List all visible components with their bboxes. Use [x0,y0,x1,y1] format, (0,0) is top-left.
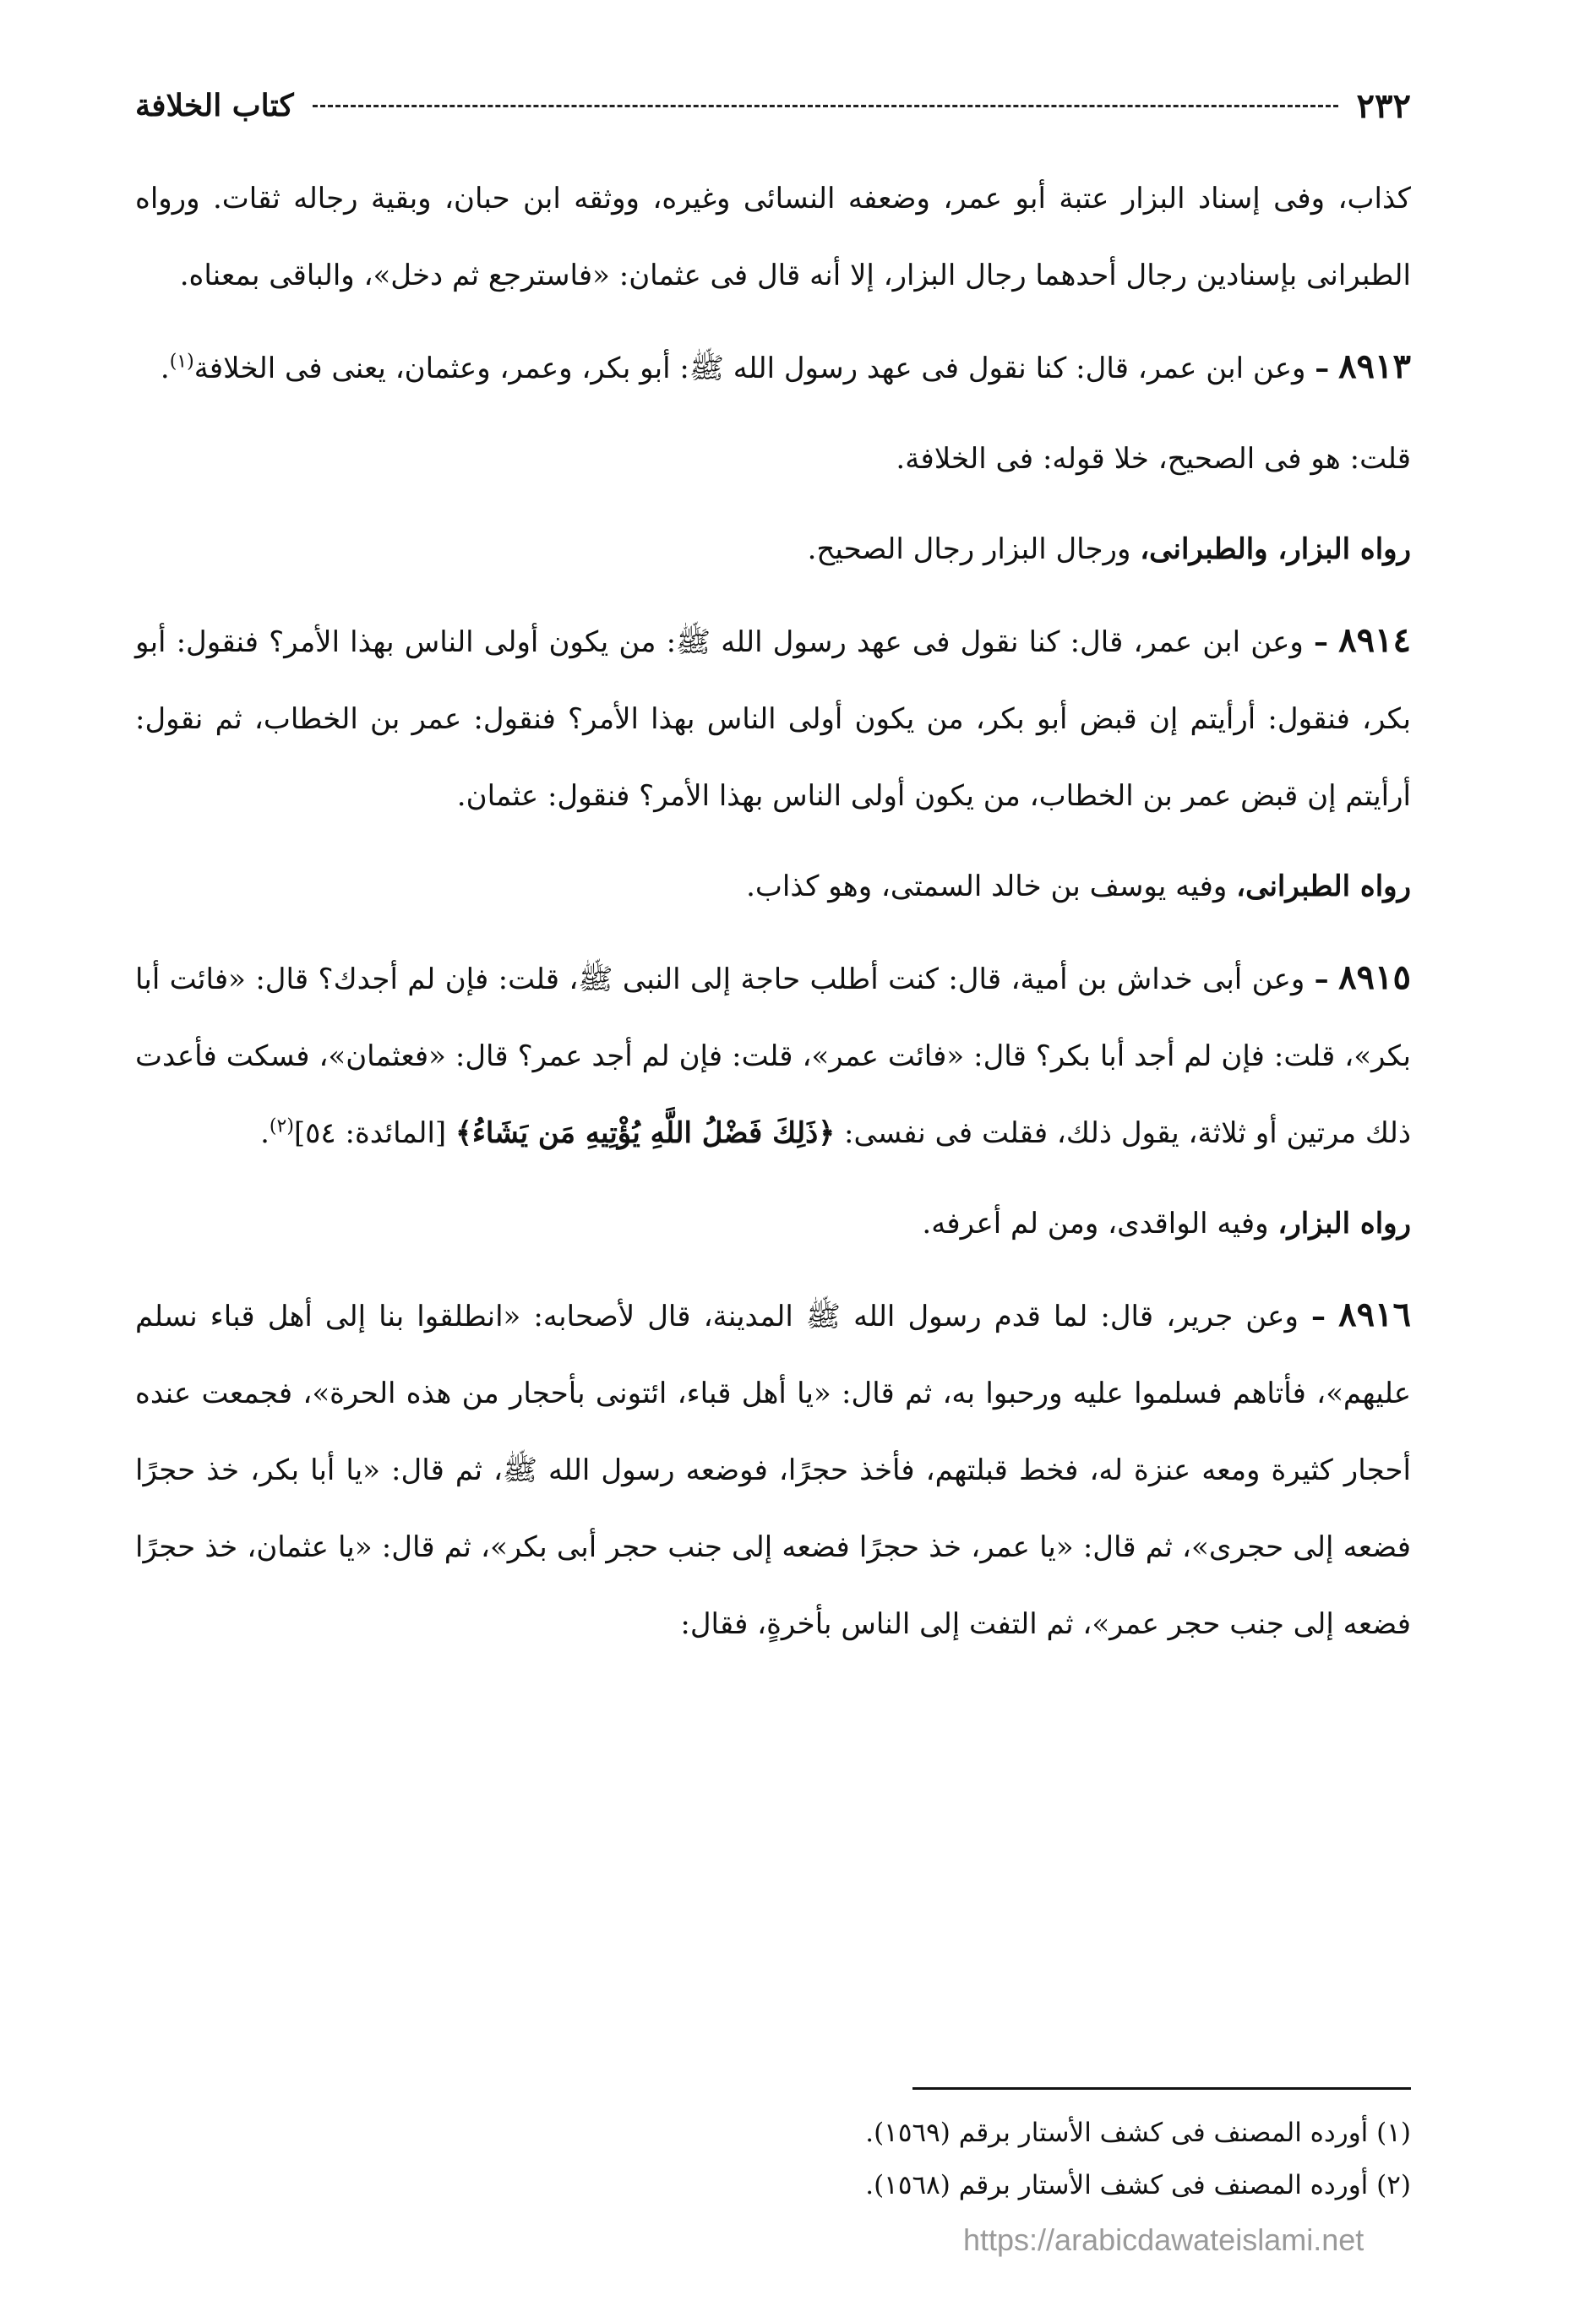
hadith-text: وعن جرير، قال: لما قدم رسول الله ﷺ المدينة، قال لأصحابه: «انطلقوا بنا إلى أهل قباء نسلم عليهم»، فأتاهم فسلموا عليه ورحبوا به، ثم قال: «يا أهل قباء، ائتونى بأحجار من هذه الحرة»، فجمعت عنده أحجار كثيرة ومعه عنزة له، فخط قبلتهم، فأخذ حجرًا، فوضعه رسول الله ﷺ، ثم قال: «يا أبا بكر، خذ حجرًا فضعه إلى حجرى»، ثم قال: «يا عمر، خذ حجرًا فضعه إلى جنب حجر أبى بكر»، ثم قال: «يا عثمان، خذ حجرًا فضعه إلى جنب حجر عمر»، ثم التفت إلى الناس بأخرةٍ، فقال: [135,1300,1411,1641]
book-title: كتاب الخلافة [135,88,294,123]
book-page [135,76,1411,2273]
page-number: ٢٣٢ [1356,85,1411,126]
hadith-dash: – [1315,352,1330,385]
page-body [135,161,1411,1677]
hadith-number: ٨٩١٦ [1338,1295,1412,1334]
hadith-text: وعن ابن عمر، قال: كنا نقول فى عهد رسول الله ﷺ: أبو بكر، وعمر، وعثمان، يعنى فى الخلافة [193,352,1306,385]
qult-text: قلت: هو فى الصحيح، خلا قوله: فى الخلافة. [896,442,1411,476]
hadith-8915: ٨٩١٥ – وعن أبى خداش بن أمية، قال: كنت أطلب حاجة إلى النبى ﷺ، قلت: فإن لم أجدك؟ قال: «فائت أبا بكر»، قلت: فإن لم أجد أبا بكر؟ قال: «فائت عمر»، قلت: فإن لم أجد عمر؟ قال: «فعثمان»، فسكت فأعدت ذلك مرتين أو ثلاثة، يقول ذلك، فقلت فى نفسى: ﴿ذَلِكَ فَضْلُ اللَّهِ يُؤْتِيهِ مَن يَشَاءُ﴾ [المائدة: ٥٤]$^{(٢)}$. [135,957,1411,1150]
source-bold: رواه البزار، والطبرانى، [1140,532,1411,566]
hadith-8914 [135,602,1411,835]
paragraph-text: كذاب، وفى إسناد البزار عتبة أبو عمر، وضعفه النسائى وغيره، ووثقه ابن حبان، وبقية رجاله ثقات. ورواه الطبرانى بإسنادين رجال أحدهما رجال البزار، إلا أنه قال فى عثمان: «فاسترجع ثم دخل»، والباقى بمعناه. [135,182,1411,292]
watermark-url: https://arabicdawateislami.net [963,2222,1364,2257]
page-header [135,76,1411,135]
source-note [135,511,1411,588]
hadith-number: ٨٩١٥ [1338,957,1411,997]
source-rest: وفيه الواقدى، ومن لم أعرفه. [922,1207,1269,1241]
hadith-8913: ٨٩١٣ – وعن ابن عمر، قال: كنا نقول فى عهد رسول الله ﷺ: أبو بكر، وعمر، وعثمان، يعنى فى الخلافة$^{(١)}$. [160,346,1411,386]
hadith-dash: – [1313,625,1328,659]
footnote-1: (١) أورده المصنف فى كشف الأستار برقم (١٥٦٩). [865,2118,1411,2148]
paragraph-continuation [135,161,1411,314]
source-note [135,1186,1411,1262]
source-rest: ورجال البزار رجال الصحيح. [807,532,1131,566]
quran-reference: [المائدة: ٥٤] [293,1116,447,1150]
footnote-rule [912,2087,1411,2090]
hadith-dash: – [1314,962,1329,996]
hadith-text: وعن ابن عمر، قال: كنا نقول فى عهد رسول الله ﷺ: من يكون أولى الناس بهذا الأمر؟ فنقول: أبو بكر، فنقول: أرأيتم إن قبض أبو بكر، من يكون أولى الناس بهذا الأمر؟ فنقول: عمر بن الخطاب، ثم نقول: أرأيتم إن قبض عمر بن الخطاب، من يكون أولى الناس بهذا الأمر؟ فنقول: عثمان. [135,625,1411,813]
hadith-dash: – [1310,1300,1326,1333]
source-note [135,848,1411,925]
qult-note [135,421,1411,498]
source-rest: وفيه يوسف بن خالد السمتى، وهو كذاب. [746,870,1228,903]
hadith-8916 [135,1276,1411,1663]
header-dashed-rule [313,105,1338,107]
footnote-2: (٢) أورده المصنف فى كشف الأستار برقم (١٥٦٨). [865,2170,1411,2200]
footnote-marker: (٢) [269,1115,294,1137]
source-bold: رواه البزار، [1277,1207,1411,1241]
source-bold: رواه الطبرانى، [1236,870,1411,903]
footnotes [135,2087,1411,2211]
footnote-marker: (١) [169,351,194,373]
hadith-number: ٨٩١٣ [1338,346,1411,386]
hadith-text: وعن أبى خداش بن أمية، قال: كنت أطلب حاجة إلى النبى ﷺ، قلت: فإن لم أجدك؟ قال: «فائت أبا بكر»، قلت: فإن لم أجد أبا بكر؟ قال: «فائت عمر»، قلت: فإن لم أجد عمر؟ قال: «فعثمان»، فسكت فأعدت ذلك مرتين أو ثلاثة، يقول ذلك، فقلت فى نفسى: [135,962,1411,1150]
quran-verse: ﴿ذَلِكَ فَضْلُ اللَّهِ يُؤْتِيهِ مَن يَشَاءُ﴾ [455,1116,836,1150]
hadith-number: ٨٩١٤ [1338,620,1412,660]
